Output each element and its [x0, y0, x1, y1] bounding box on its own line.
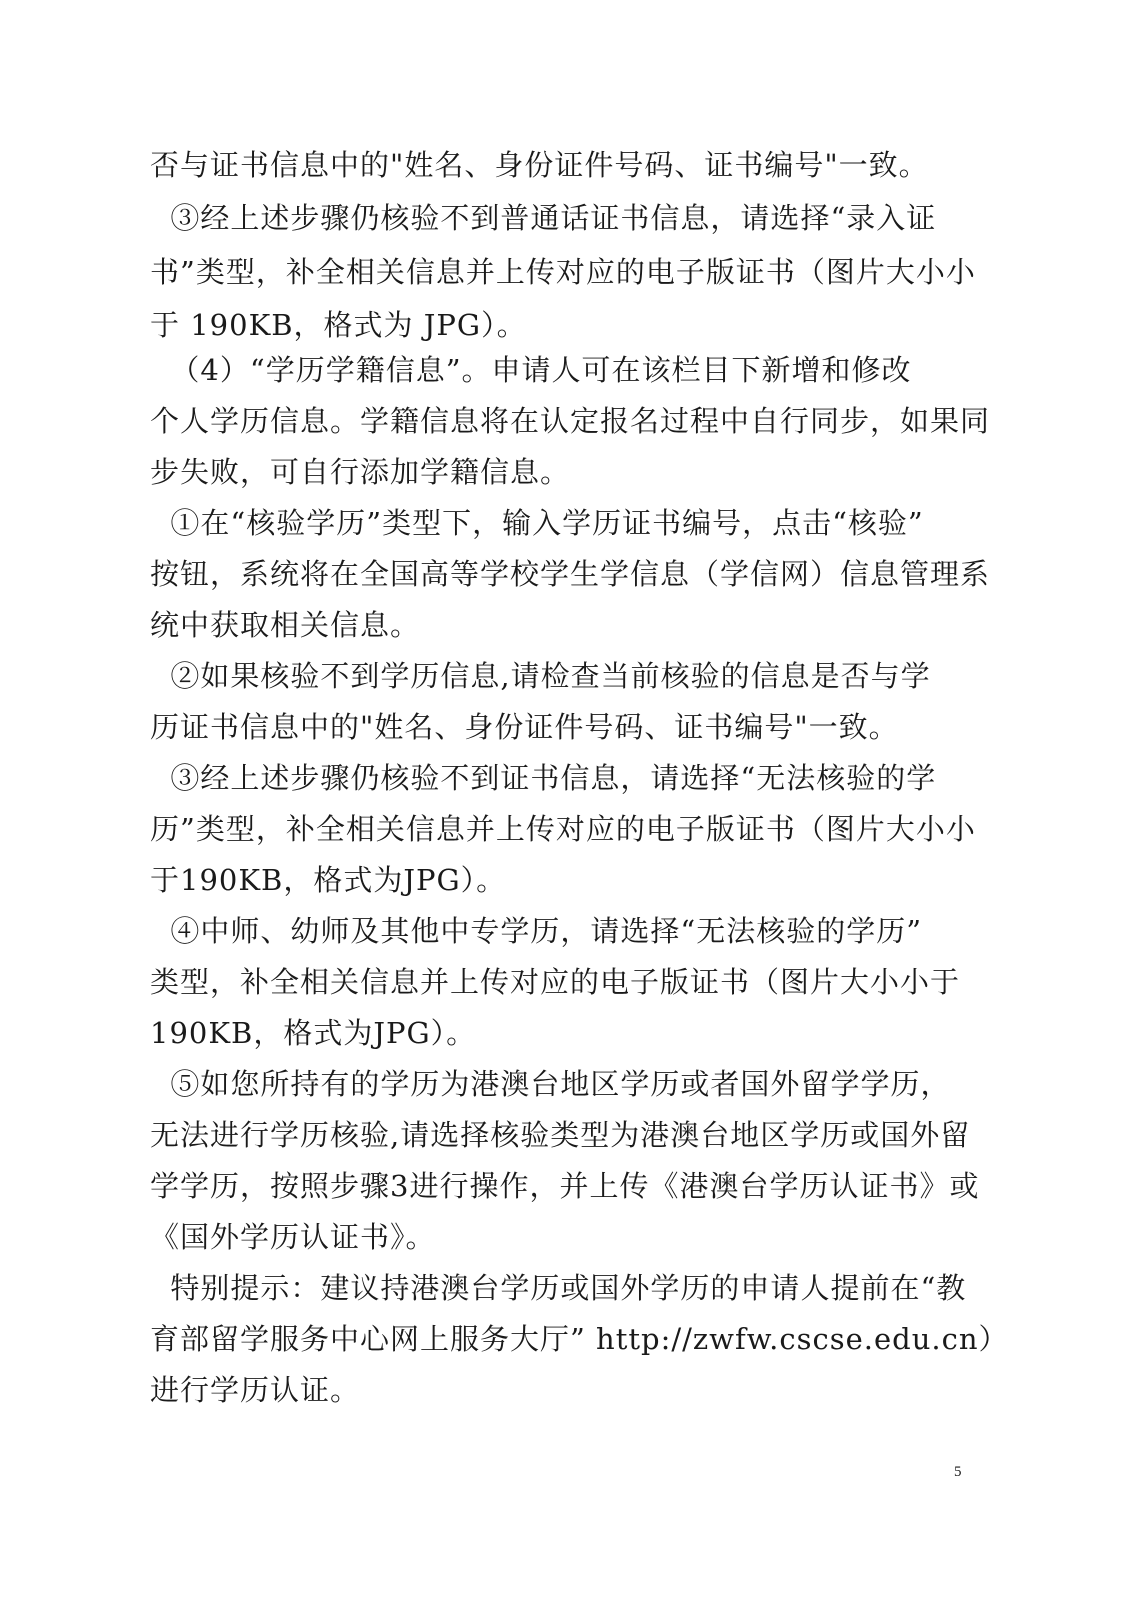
text-line: （4）“学历学籍信息”。申请人可在该栏目下新增和修改 [150, 353, 912, 387]
text-line: ②如果核验不到学历信息,请检查当前核验的信息是否与学 [150, 659, 931, 693]
text-line: 进行学历认证。 [150, 1373, 361, 1407]
text-line: ⑤如您所持有的学历为港澳台地区学历或者国外留学学历， [150, 1067, 951, 1101]
text-line: 历证书信息中的"姓名、身份证件号码、证书编号"一致。 [150, 710, 899, 744]
text-line: 否与证书信息中的"姓名、身份证件号码、证书编号"一致。 [150, 148, 929, 182]
text-line: 历”类型，补全相关信息并上传对应的电子版证书（图片大小小 [150, 812, 976, 846]
text-line: 无法进行学历核验,请选择核验类型为港澳台地区学历或国外留 [150, 1118, 971, 1152]
text-line: 类型，补全相关信息并上传对应的电子版证书（图片大小小于 [150, 965, 961, 999]
page-number: 5 [954, 1464, 962, 1480]
text-line: 学学历，按照步骤3进行操作，并上传《港澳台学历认证书》或 [150, 1169, 980, 1203]
text-line: 《国外学历认证书》。 [150, 1220, 436, 1254]
text-line: 按钮，系统将在全国高等学校学生学信息（学信网）信息管理系 [150, 557, 991, 591]
text-line: 于 190KB，格式为 JPG）。 [150, 308, 527, 342]
text-line: 统中获取相关信息。 [150, 608, 421, 642]
text-line: 190KB，格式为JPG）。 [150, 1016, 477, 1050]
text-line: 育部留学服务中心网上服务大厅” http://zwfw.cscse.edu.cn） [150, 1322, 1009, 1356]
text-line: 个人学历信息。学籍信息将在认定报名过程中自行同步，如果同 [150, 404, 991, 438]
text-line: 特别提示：建议持港澳台学历或国外学历的申请人提前在“教 [150, 1271, 967, 1305]
text-line: 书”类型，补全相关信息并上传对应的电子版证书（图片大小小 [150, 255, 976, 289]
text-line: 步失败，可自行添加学籍信息。 [150, 455, 571, 489]
text-line: ④中师、幼师及其他中专学历，请选择“无法核验的学历” [150, 914, 923, 948]
text-line: ③经上述步骤仍核验不到普通话证书信息，请选择“录入证 [150, 201, 937, 235]
text-line: ①在“核验学历”类型下，输入学历证书编号，点击“核验” [150, 506, 924, 540]
text-line: 于190KB，格式为JPG）。 [150, 863, 507, 897]
text-line: ③经上述步骤仍核验不到证书信息，请选择“无法核验的学 [150, 761, 937, 795]
